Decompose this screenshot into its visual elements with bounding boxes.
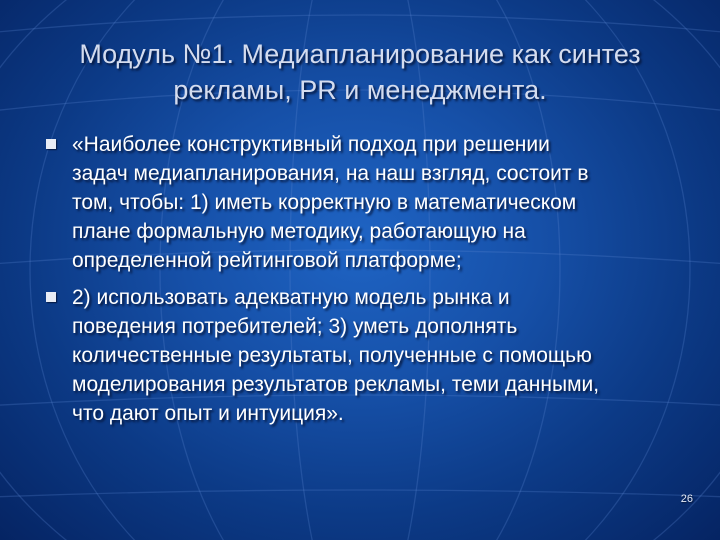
- bullet-line: 2) использовать адекватную модель рынка и: [72, 286, 510, 309]
- bullet-line: задач медиапланирования, на наш взгляд, состоит в: [72, 162, 589, 185]
- square-bullet-icon: [46, 139, 56, 149]
- slide-title-line: рекламы, PR и менеджмента.: [173, 75, 547, 105]
- bullet-line: «Наиболее конструктивный подход при решении: [72, 133, 550, 156]
- bullet-line: моделирования результатов рекламы, теми данными,: [72, 373, 600, 396]
- bullet-line: плане формальную методику, работающую на: [72, 220, 526, 243]
- bullet-item: [46, 283, 686, 428]
- bullet-line: количественные результаты, полученные с помощью: [72, 344, 592, 367]
- bullet-line: поведения потребителей; 3) уметь дополнять: [72, 315, 518, 338]
- bullet-line: что дают опыт и интуиция».: [72, 402, 344, 425]
- bullet-text: [72, 130, 686, 275]
- bullet-item: [46, 130, 686, 275]
- bullet-line: том, чтобы: 1) иметь корректную в математическом: [72, 191, 577, 214]
- slide-title-line: Модуль №1. Медиапланирование как синтез: [79, 39, 641, 69]
- bullet-line: определенной рейтинговой платформе;: [72, 249, 462, 272]
- page-number: 26: [680, 493, 693, 505]
- bullet-list: [46, 130, 686, 436]
- square-bullet-icon: [46, 292, 56, 302]
- slide-title: [30, 36, 690, 108]
- bullet-text: [72, 283, 686, 428]
